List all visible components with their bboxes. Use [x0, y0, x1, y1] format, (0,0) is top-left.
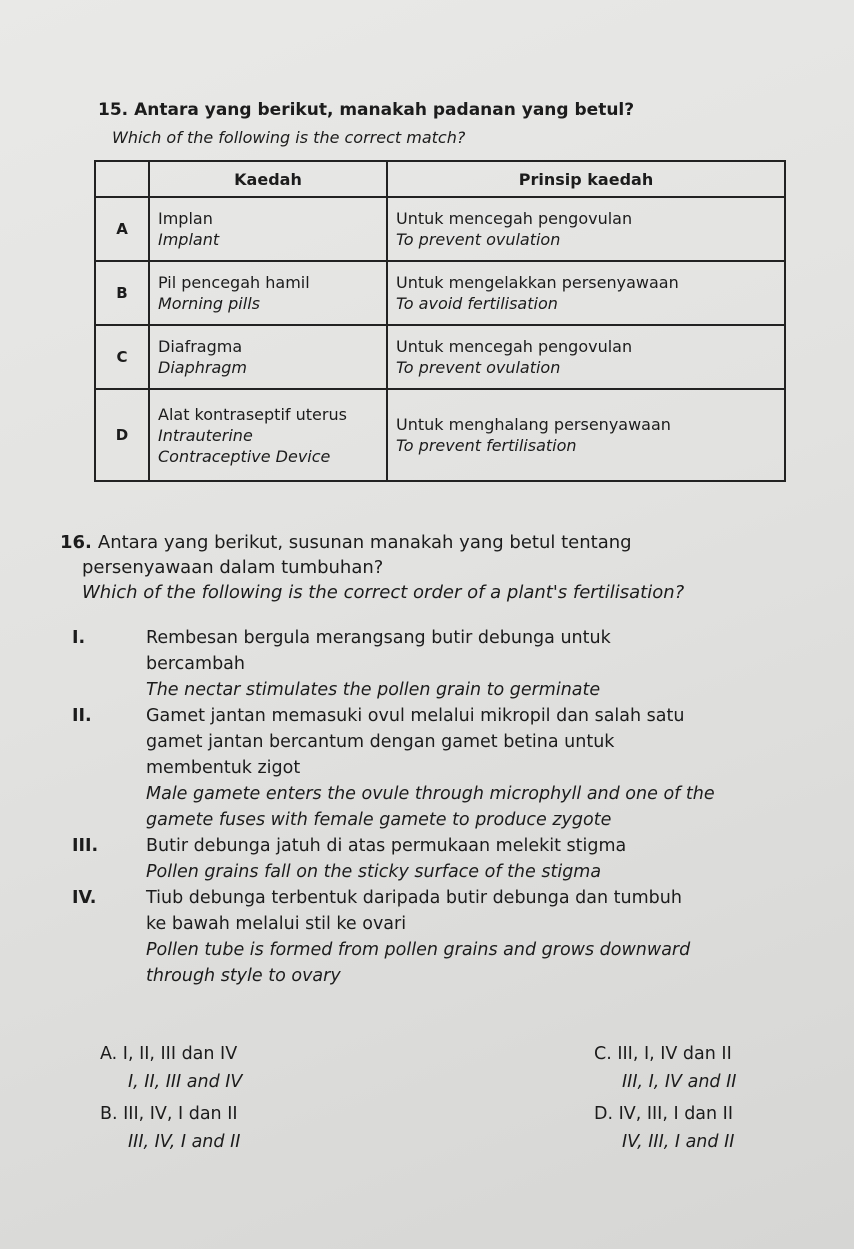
option-c-en: III, I, IV and II: [622, 1072, 737, 1092]
row-letter: C: [95, 325, 149, 389]
statement-item: [60, 833, 830, 885]
table-row: [95, 325, 785, 389]
statement-en-line: Pollen tube is formed from pollen grains and grows downward: [146, 940, 691, 960]
option-d[interactable]: [594, 1100, 734, 1156]
option-d-ms: D. IV, III, I dan II: [594, 1104, 734, 1124]
q15-match-table: [94, 160, 786, 482]
statement-ms-line: ke bawah melalui stil ke ovari: [146, 914, 407, 934]
q16-number: 16.: [60, 532, 92, 553]
q16-question-ms-line2: persenyawaan dalam tumbuhan?: [82, 557, 384, 578]
kaedah-cell: [149, 197, 387, 261]
kaedah-en: Implant: [158, 230, 220, 249]
prinsip-cell: [387, 325, 785, 389]
table-row: [95, 389, 785, 481]
prinsip-ms: Untuk mengelakkan persenyawaan: [396, 273, 679, 292]
statement-numeral: I.: [72, 628, 86, 648]
statement-text: [60, 625, 830, 703]
kaedah-cell: [149, 389, 387, 481]
statement-text: [60, 833, 830, 885]
option-a-ms: A. I, II, III dan IV: [100, 1044, 238, 1064]
statement-text: [60, 703, 830, 833]
kaedah-cell: [149, 261, 387, 325]
header-blank: [95, 161, 149, 197]
prinsip-en: To prevent ovulation: [396, 230, 561, 249]
q16-question-ms: [60, 530, 830, 580]
statement-en-line: Pollen grains fall on the sticky surface of the stigma: [146, 862, 602, 882]
kaedah-en: Diaphragm: [158, 358, 247, 377]
option-d-en: IV, III, I and II: [622, 1132, 735, 1152]
statement-ms-line: membentuk zigot: [146, 758, 301, 778]
q15-question-ms-text: Antara yang berikut, manakah padanan yang betul?: [134, 100, 635, 120]
statement-ms-line: Gamet jantan memasuki ovul melalui mikropil dan salah satu: [146, 706, 685, 726]
q15-question-ms: [98, 100, 634, 120]
kaedah-ms: Diafragma: [158, 337, 243, 356]
prinsip-en: To prevent fertilisation: [396, 436, 577, 455]
kaedah-en: Contraceptive Device: [158, 446, 331, 466]
answer-options: [100, 1040, 800, 1160]
kaedah-en: Morning pills: [158, 294, 260, 313]
q15-number: 15.: [98, 100, 129, 120]
q16-question-ms-line1: Antara yang berikut, susunan manakah yang betul tentang: [97, 532, 632, 553]
prinsip-ms: Untuk menghalang persenyawaan: [396, 415, 671, 434]
row-letter: D: [95, 389, 149, 481]
statement-ms-line: bercambah: [146, 654, 246, 674]
prinsip-cell: [387, 197, 785, 261]
statement-item: [60, 703, 830, 833]
kaedah-cell: [149, 325, 387, 389]
statement-en-line: Male gamete enters the ovule through microphyll and one of the: [146, 784, 715, 804]
prinsip-en: To avoid fertilisation: [396, 294, 558, 313]
table-row: [95, 197, 785, 261]
q16-question-en: Which of the following is the correct order of a plant's fertilisation?: [82, 582, 685, 603]
option-b[interactable]: [100, 1100, 240, 1156]
table-row: [95, 261, 785, 325]
header-kaedah: Kaedah: [149, 161, 387, 197]
kaedah-ms: Alat kontraseptif uterus: [158, 404, 347, 424]
statement-numeral: III.: [72, 836, 99, 856]
statement-numeral: II.: [72, 706, 92, 726]
prinsip-ms: Untuk mencegah pengovulan: [396, 337, 633, 356]
statement-ms-line: gamet jantan bercantum dengan gamet betina untuk: [146, 732, 615, 752]
q16-block: [60, 530, 830, 989]
kaedah-ms: Pil pencegah hamil: [158, 273, 310, 292]
option-c-ms: C. III, I, IV dan II: [594, 1044, 732, 1064]
statement-ms-line: Rembesan bergula merangsang butir debunga untuk: [146, 628, 611, 648]
prinsip-cell: [387, 261, 785, 325]
option-c[interactable]: [594, 1040, 736, 1096]
statement-item: [60, 625, 830, 703]
q15-question-en: Which of the following is the correct match?: [112, 128, 466, 147]
prinsip-en: To prevent ovulation: [396, 358, 561, 377]
kaedah-en: Intrauterine: [158, 425, 253, 445]
statement-ms-line: Tiub debunga terbentuk daripada butir debunga dan tumbuh: [146, 888, 682, 908]
header-prinsip: Prinsip kaedah: [387, 161, 785, 197]
row-letter: A: [95, 197, 149, 261]
prinsip-ms: Untuk mencegah pengovulan: [396, 209, 633, 228]
option-a-en: I, II, III and IV: [128, 1072, 243, 1092]
statement-ms-line: Butir debunga jatuh di atas permukaan melekit stigma: [146, 836, 627, 856]
statement-en-line: The nectar stimulates the pollen grain to germinate: [146, 680, 601, 700]
row-letter: B: [95, 261, 149, 325]
table-header-row: [95, 161, 785, 197]
option-b-en: III, IV, I and II: [128, 1132, 241, 1152]
statement-en-line: through style to ovary: [146, 966, 341, 986]
statement-item: [60, 885, 830, 989]
statement-en-line: gamete fuses with female gamete to produce zygote: [146, 810, 612, 830]
kaedah-ms: Implan: [158, 209, 213, 228]
statement-text: [60, 885, 830, 989]
option-b-ms: B. III, IV, I dan II: [100, 1104, 238, 1124]
prinsip-cell: [387, 389, 785, 481]
option-a[interactable]: [100, 1040, 242, 1096]
statement-numeral: IV.: [72, 888, 97, 908]
